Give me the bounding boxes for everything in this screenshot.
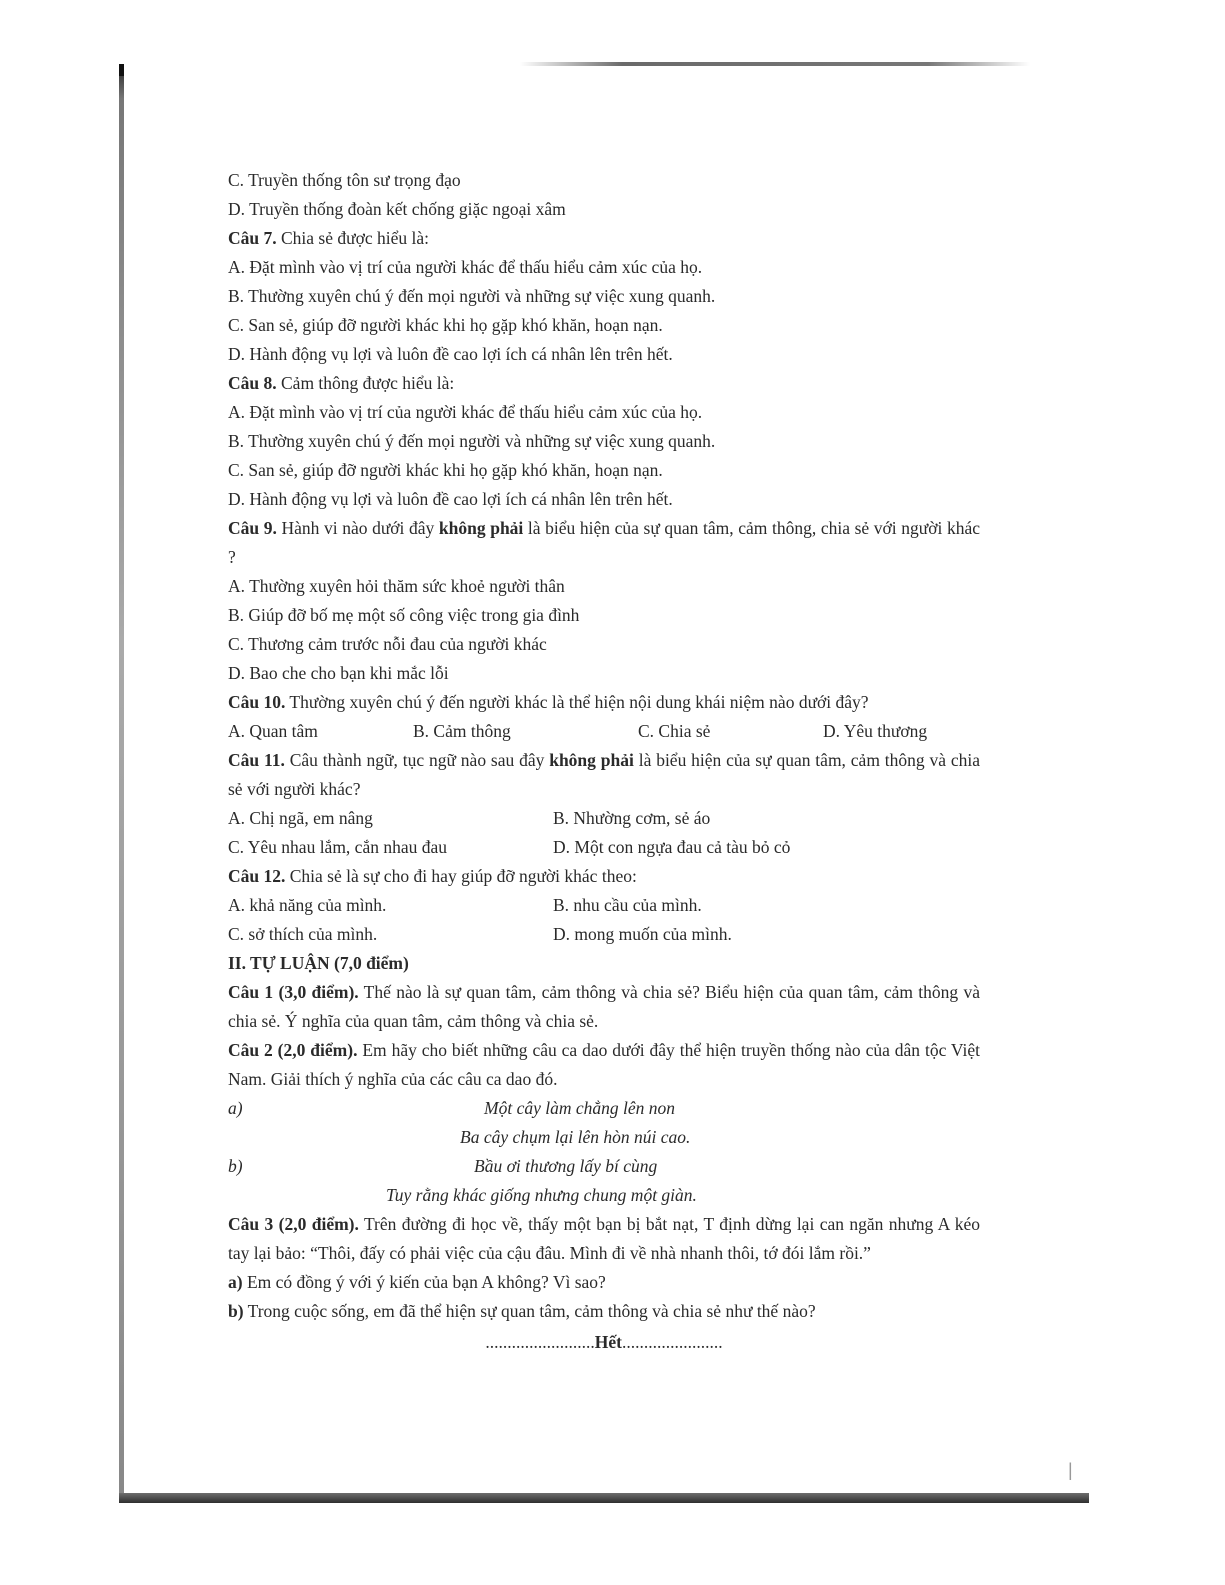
q10-option-c: C. Chia sẻ	[638, 721, 711, 741]
part-label: a)	[228, 1272, 243, 1292]
question-text-cont: là biểu hiện của sự quan tâm, cảm thông, chia sẻ với người khác ?	[228, 518, 981, 567]
question-label: Câu 2 (2,0 điểm).	[228, 1040, 358, 1060]
question-text: Hành vi nào dưới đây	[276, 518, 439, 538]
q10-option-a: A. Quan tâm	[228, 721, 318, 741]
poem-a-label: a)	[228, 1098, 243, 1118]
end-text: Hết	[594, 1332, 622, 1352]
question-text: Em hãy cho biết những câu ca dao dưới đây thể hiện truyền thống nào của dân tộc Việt Nam. Giải thích ý nghĩa của các câu ca dao đó.	[228, 1040, 981, 1089]
dots-right: .......................	[621, 1332, 723, 1352]
q7-option-a: A. Đặt mình vào vị trí của người khác để thấu hiểu cảm xúc của họ.	[228, 257, 703, 277]
question-text: Chia sẻ là sự cho đi hay giúp đỡ người khác theo:	[285, 866, 637, 886]
question-8	[228, 369, 980, 398]
question-label: Câu 8.	[228, 373, 277, 393]
poem-a-line-2	[228, 1123, 980, 1152]
q10-options	[228, 717, 980, 746]
question-7	[228, 224, 980, 253]
q6-option-c: C. Truyền thống tôn sư trọng đạo	[228, 170, 461, 190]
poem-verse: Một cây làm chẳng lên non	[484, 1098, 675, 1118]
poem-a-line-1	[228, 1094, 980, 1123]
poem-verse: Tuy rằng khác giống nhưng chung một giàn.	[386, 1185, 697, 1205]
exam-page	[228, 166, 980, 1357]
dots-left: .........................	[485, 1332, 595, 1352]
question-9	[228, 514, 980, 572]
question-text: Thường xuyên chú ý đến người khác là thể hiện nội dung khái niệm nào dưới đây?	[285, 692, 869, 712]
question-label: Câu 7.	[228, 228, 277, 248]
part-text: Em có đồng ý với ý kiến của bạn A không? Vì sao?	[242, 1272, 606, 1292]
q8-option-b: B. Thường xuyên chú ý đến mọi người và những sự việc xung quanh.	[228, 431, 716, 451]
q11-option-b: B. Nhường cơm, sẻ áo	[553, 808, 711, 828]
scan-shadow-bottom	[119, 1493, 1089, 1503]
q10-option-d: D. Yêu thương	[823, 721, 928, 741]
q11-option-c: C. Yêu nhau lắm, cắn nhau đau	[228, 837, 448, 857]
poem-b-label: b)	[228, 1156, 243, 1176]
question-text: Trên đường đi học về, thấy một bạn bị bắt nạt, T định dừng lại can ngăn nhưng A kéo tay lại bảo: “Thôi, đấy có phải việc của cậu đâu. Mình đi về nhà nhanh thôi, tớ đói lắm rồi.”	[228, 1214, 981, 1263]
q11-options-row-1	[228, 804, 980, 833]
question-text-cont: là biểu hiện của sự quan tâm, cảm thông và chia sẻ với người khác?	[228, 750, 981, 799]
question-label: Câu 11.	[228, 750, 285, 770]
question-label: Câu 3 (2,0 điểm).	[228, 1214, 359, 1234]
essay-question-1	[228, 978, 980, 1036]
q12-options-row-1	[228, 891, 980, 920]
q11-option-d: D. Một con ngựa đau cả tàu bỏ cỏ	[553, 837, 791, 857]
question-emphasis: không phải	[438, 518, 524, 538]
question-text: Cảm thông được hiểu là:	[276, 373, 455, 393]
q12-option-c: C. sở thích của mình.	[228, 924, 378, 944]
part-label: b)	[228, 1301, 244, 1321]
q12-option-a: A. khả năng của mình.	[228, 895, 387, 915]
scan-shadow-left	[119, 70, 124, 1500]
q7-option-d: D. Hành động vụ lợi và luôn đề cao lợi ích cá nhân lên trên hết.	[228, 344, 673, 364]
poem-b-line-2	[228, 1181, 980, 1210]
q6-option-d: D. Truyền thống đoàn kết chống giặc ngoại xâm	[228, 199, 566, 219]
page-edge-mark: |	[1068, 1460, 1073, 1480]
question-text: Câu thành ngữ, tục ngữ nào sau đây	[284, 750, 550, 770]
poem-b-line-1	[228, 1152, 980, 1181]
q7-option-b: B. Thường xuyên chú ý đến mọi người và những sự việc xung quanh.	[228, 286, 716, 306]
q12-options-row-2	[228, 920, 980, 949]
essay-question-2	[228, 1036, 980, 1094]
q8-option-c: C. San sẻ, giúp đỡ người khác khi họ gặp khó khăn, hoạn nạn.	[228, 460, 663, 480]
question-label: Câu 10.	[228, 692, 286, 712]
q12-option-d: D. mong muốn của mình.	[553, 924, 732, 944]
q9-option-c: C. Thương cảm trước nỗi đau của người khác	[228, 634, 547, 654]
question-text: Thế nào là sự quan tâm, cảm thông và chia sẻ? Biểu hiện của quan tâm, cảm thông và chia sẻ. Ý nghĩa của quan tâm, cảm thông và chia sẻ.	[228, 982, 980, 1031]
q12-option-b: B. nhu cầu của mình.	[553, 895, 702, 915]
poem-verse: Bầu ơi thương lấy bí cùng	[474, 1156, 658, 1176]
q9-option-b: B. Giúp đỡ bố mẹ một số công việc trong gia đình	[228, 605, 580, 625]
part-text: Trong cuộc sống, em đã thể hiện sự quan tâm, cảm thông và chia sẻ như thế nào?	[243, 1301, 816, 1321]
question-label: Câu 1 (3,0 điểm).	[228, 982, 359, 1002]
q11-options-row-2	[228, 833, 980, 862]
q7-option-c: C. San sẻ, giúp đỡ người khác khi họ gặp khó khăn, hoạn nạn.	[228, 315, 663, 335]
section-2-heading: II. TỰ LUẬN (7,0 điểm)	[228, 953, 409, 973]
question-emphasis: không phải	[549, 750, 634, 770]
q8-option-d: D. Hành động vụ lợi và luôn đề cao lợi ích cá nhân lên trên hết.	[228, 489, 673, 509]
q11-option-a: A. Chị ngã, em nâng	[228, 808, 373, 828]
q10-option-b: B. Cảm thông	[413, 721, 511, 741]
q9-option-d: D. Bao che cho bạn khi mắc lỗi	[228, 663, 449, 683]
question-10	[228, 688, 980, 717]
poem-verse: Ba cây chụm lại lên hòn núi cao.	[460, 1127, 691, 1147]
essay-3-part-a	[228, 1268, 980, 1297]
scan-mark	[119, 64, 124, 76]
question-11	[228, 746, 980, 804]
scan-shadow-top	[520, 62, 1030, 66]
question-text: Chia sẻ được hiểu là:	[276, 228, 430, 248]
question-12	[228, 862, 980, 891]
essay-question-3	[228, 1210, 980, 1268]
q8-option-a: A. Đặt mình vào vị trí của người khác để thấu hiểu cảm xúc của họ.	[228, 402, 703, 422]
end-marker	[228, 1328, 980, 1357]
question-label: Câu 9.	[228, 518, 277, 538]
q9-option-a: A. Thường xuyên hỏi thăm sức khoẻ người thân	[228, 576, 565, 596]
essay-3-part-b	[228, 1297, 980, 1326]
question-label: Câu 12.	[228, 866, 286, 886]
